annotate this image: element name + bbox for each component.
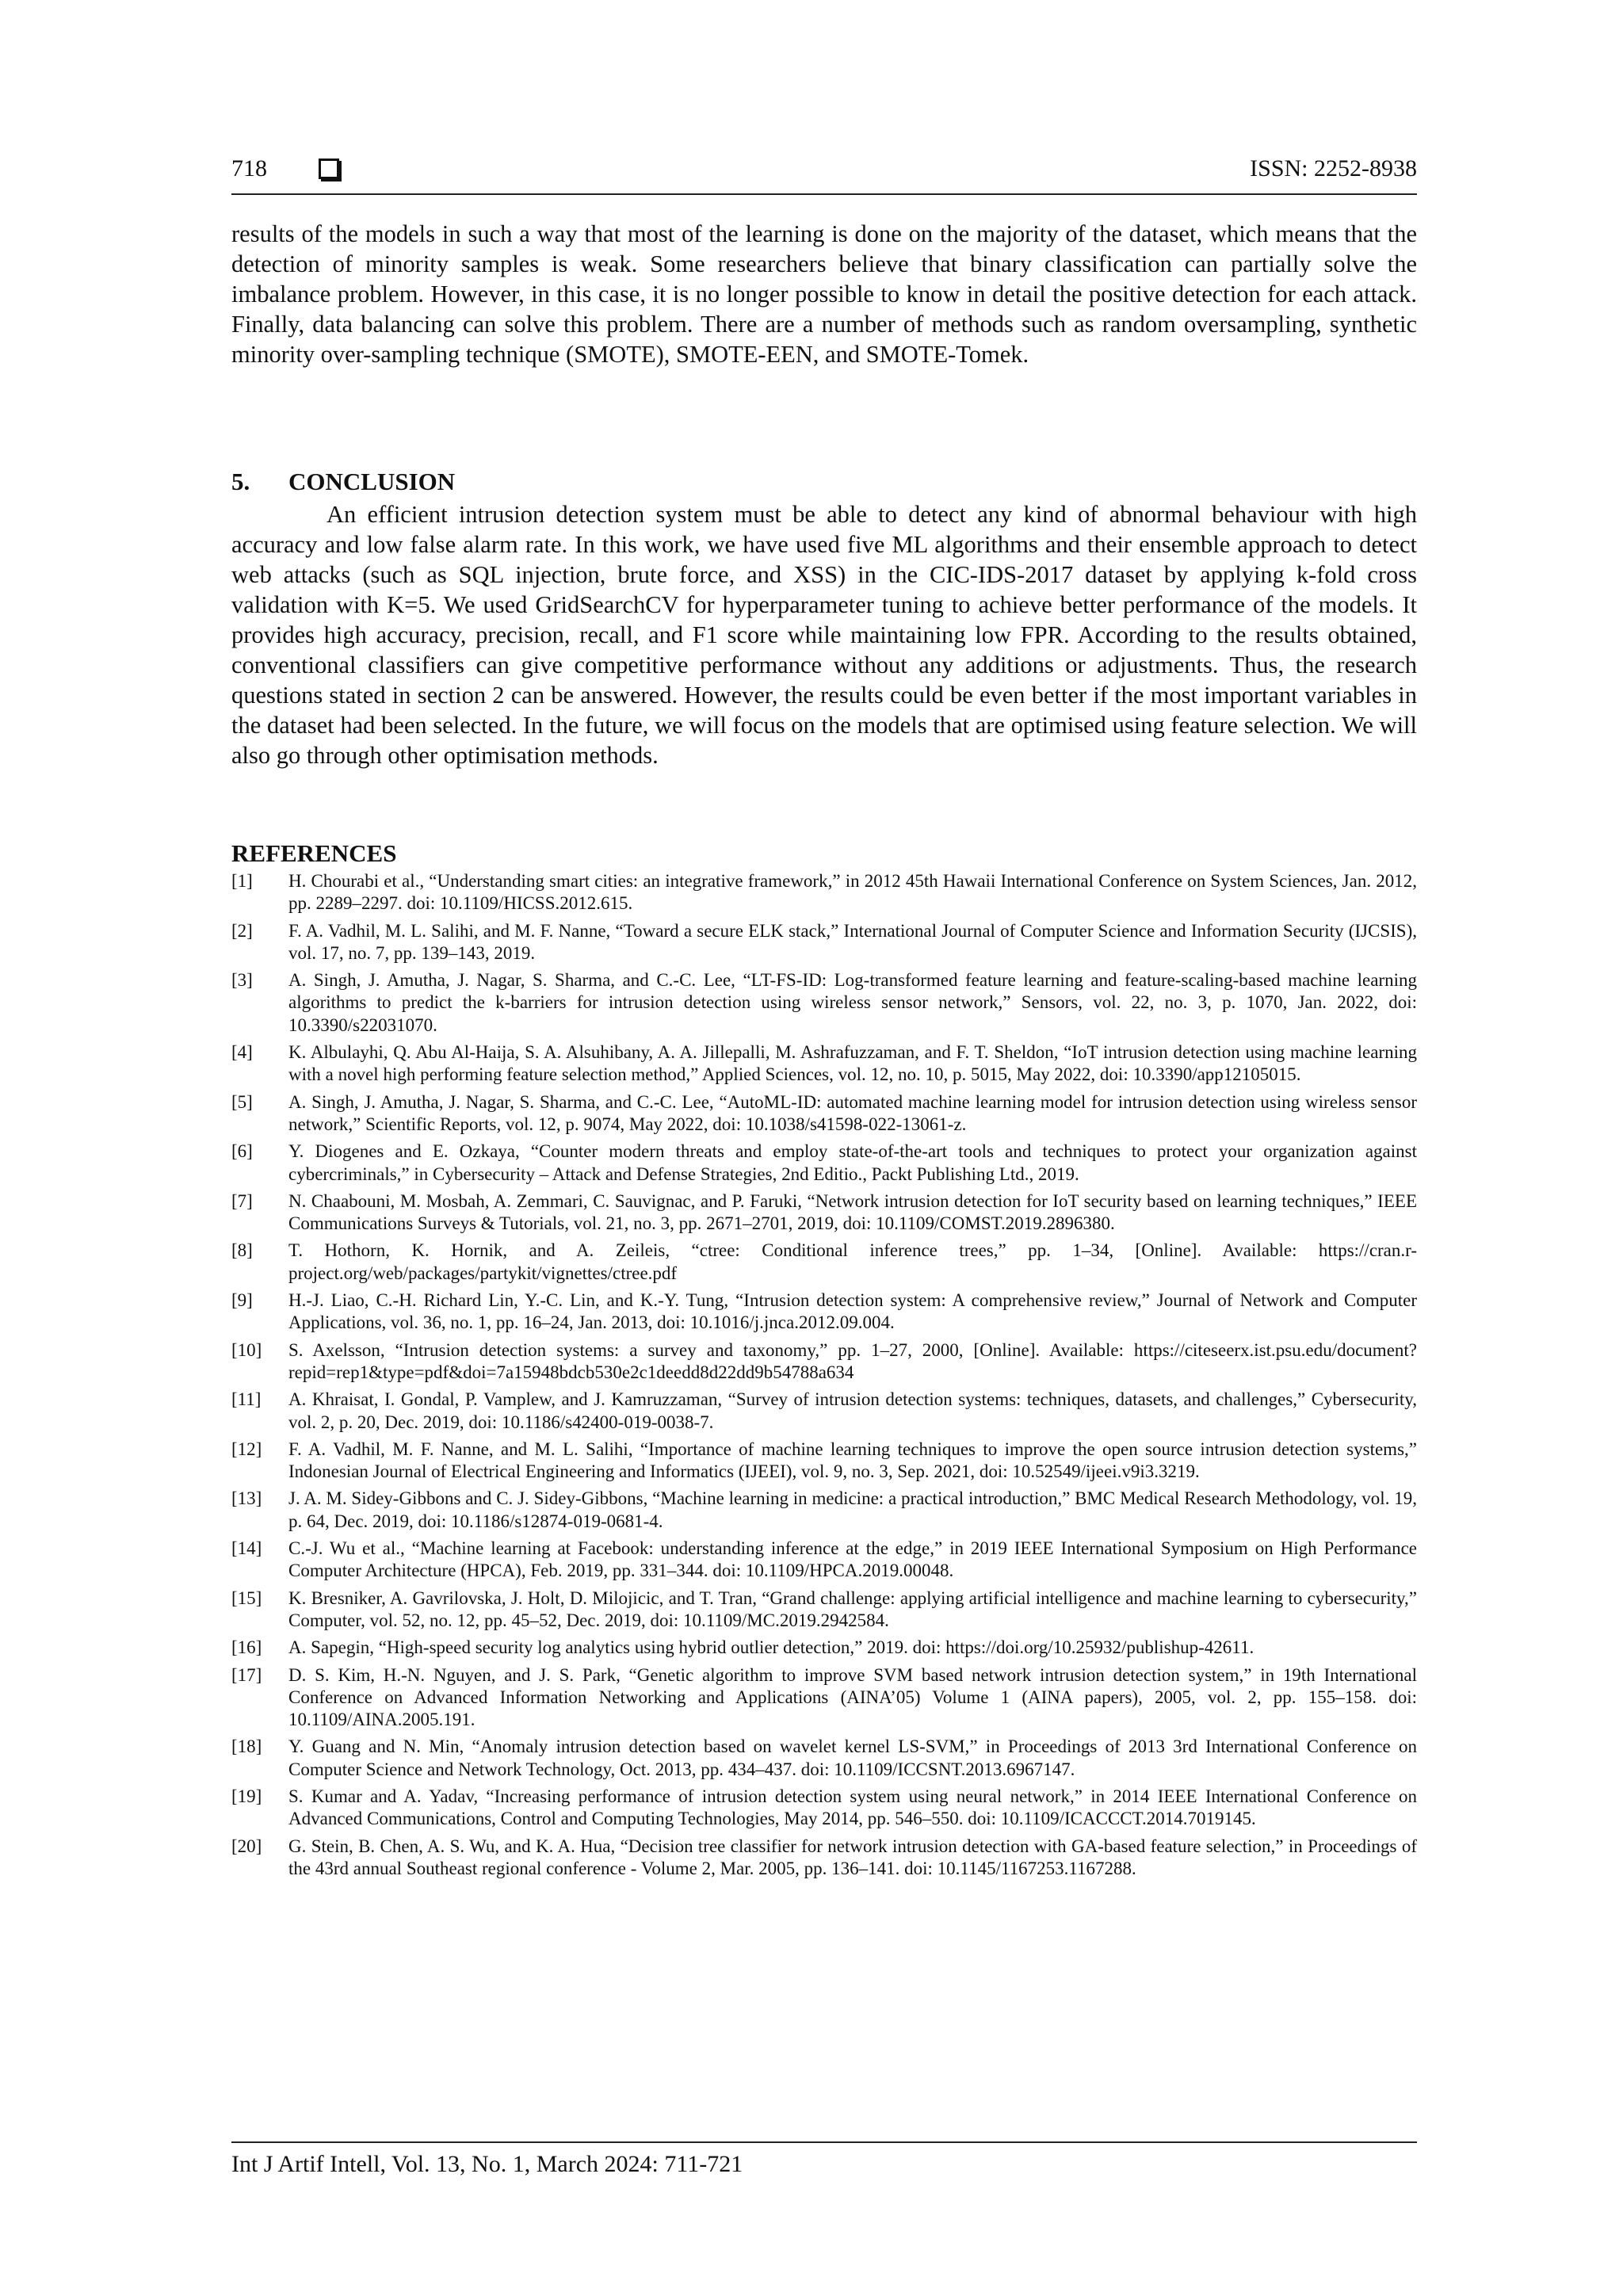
- reference-item: [231, 1488, 1417, 1533]
- reference-text: S. Kumar and A. Yadav, “Increasing performance of intrusion detection system using neural network,” in 2014 IEEE International Conference on Advanced Communications, Control and Computing Technologies, May 2014, pp. 546–550. doi: 10.1109/ICACCCT.2014.7019145.: [288, 1786, 1417, 1829]
- reference-number: [15]: [231, 1587, 262, 1608]
- reference-number: [12]: [231, 1438, 262, 1459]
- reference-item: [231, 1538, 1417, 1583]
- reference-item: [231, 1091, 1417, 1137]
- reference-number: [5]: [231, 1091, 253, 1112]
- reference-text: F. A. Vadhil, M. F. Nanne, and M. L. Salihi, “Importance of machine learning techniques to improve the open source intrusion detection systems,” Indonesian Journal of Electrical Engineering and Informatics (IJEEI), vol. 9, no. 3, Sep. 2021, doi: 10.52549/ijeei.v9i3.3219.: [288, 1438, 1417, 1482]
- issn-label: ISSN: 2252-8938: [1250, 155, 1417, 181]
- reference-text: A. Khraisat, I. Gondal, P. Vamplew, and J. Kamruzzaman, “Survey of intrusion detection systems: techniques, datasets, and challenges,” Cybersecurity, vol. 2, p. 20, Dec. 2019, doi: 10.1186/s42400-019-0038-7.: [288, 1389, 1417, 1432]
- reference-number: [3]: [231, 970, 253, 991]
- reference-number: [1]: [231, 871, 253, 891]
- reference-text: A. Sapegin, “High-speed security log analytics using hybrid outlier detection,” 2019. doi: https://doi.org/10.25932/publishup-42611.: [288, 1637, 1254, 1658]
- reference-item: [231, 1836, 1417, 1881]
- reference-number: [4]: [231, 1042, 253, 1063]
- reference-number: [7]: [231, 1190, 253, 1211]
- conclusion-paragraph: An efficient intrusion detection system must be able to detect any kind of abnormal behaviour with high accuracy and low false alarm rate. In this work, we have used five ML algorithms and their ensemble approach to detect web attacks (such as SQL injection, brute force, and XSS) in the CIC-IDS-2017 dataset by applying k-fold cross validation with K=5. We used GridSearchCV for hyperparameter tuning to achieve better performance of the models. It provides high accuracy, precision, recall, and F1 score while maintaining low FPR. According to the results obtained, conventional classifiers can give competitive performance without any additions or adjustments. Thus, the research questions stated in section 2 can be answered. However, the results could be even better if the most important variables in the dataset had been selected. In the future, we will focus on the models that are optimised using feature selection. We will also go through other optimisation methods.: [231, 501, 1417, 769]
- reference-text: K. Albulayhi, Q. Abu Al-Haija, S. A. Alsuhibany, A. A. Jillepalli, M. Ashrafuzzaman, and F. T. Sheldon, “IoT intrusion detection using machine learning with a novel high performing feature selection method,” Applied Sciences, vol. 12, no. 10, p. 5015, May 2022, doi: 10.3390/app12105015.: [288, 1042, 1417, 1085]
- reference-text: Y. Diogenes and E. Ozkaya, “Counter modern threats and employ state-of-the-art tools and techniques to protect your organization against cybercriminals,” in Cybersecurity – Attack and Defense Strategies, 2nd Editio., Packt Publishing Ltd., 2019.: [288, 1141, 1417, 1184]
- reference-text: F. A. Vadhil, M. L. Salihi, and M. F. Nanne, “Toward a secure ELK stack,” International Journal of Computer Science and Information Security (IJCSIS), vol. 17, no. 7, pp. 139–143, 2019.: [288, 920, 1417, 963]
- reference-number: [6]: [231, 1141, 253, 1162]
- reference-text: J. A. M. Sidey-Gibbons and C. J. Sidey-Gibbons, “Machine learning in medicine: a practical introduction,” BMC Medical Research Methodology, vol. 19, p. 64, Dec. 2019, doi: 10.1186/s12874-019-0681-4.: [288, 1488, 1417, 1531]
- reference-text: N. Chaabouni, M. Mosbah, A. Zemmari, C. Sauvignac, and P. Faruki, “Network intrusion detection for IoT security based on learning techniques,” IEEE Communications Surveys & Tutorials, vol. 21, no. 3, pp. 2671–2701, 2019, doi: 10.1109/COMST.2019.2896380.: [288, 1190, 1417, 1234]
- reference-item: [231, 1140, 1417, 1186]
- reference-number: [11]: [231, 1389, 262, 1410]
- reference-item: [231, 1240, 1417, 1285]
- reference-item: [231, 1438, 1417, 1484]
- page-header: [231, 155, 1417, 195]
- intro-paragraph: results of the models in such a way that most of the learning is done on the majority of the dataset, which means that the detection of minority samples is weak. Some researchers believe that binary classification can partially solve the imbalance problem. However, in this case, it is no longer possible to know in detail the positive detection for each attack. Finally, data balancing can solve this problem. There are a number of methods such as random oversampling, synthetic minority over-sampling technique (SMOTE), SMOTE-EEN, and SMOTE-Tomek.: [231, 220, 1417, 368]
- page-footer: [231, 2141, 1417, 2178]
- reference-text: A. Singh, J. Amutha, J. Nagar, S. Sharma, and C.-C. Lee, “LT-FS-ID: Log-transformed feature learning and feature-scaling-based machine learning algorithms to predict the k-barriers for intrusion detection using wireless sensor network,” Sensors, vol. 22, no. 3, p. 1070, Jan. 2022, doi: 10.3390/s22031070.: [288, 970, 1417, 1035]
- reference-number: [14]: [231, 1538, 262, 1559]
- page-number: 718: [231, 155, 267, 181]
- reference-number: [9]: [231, 1290, 253, 1311]
- reference-text: Y. Guang and N. Min, “Anomaly intrusion detection based on wavelet kernel LS-SVM,” in Proceedings of 2013 3rd International Conference on Computer Science and Network Technology, Oct. 2013, pp. 434–437. doi: 10.1109/ICCSNT.2013.6967147.: [288, 1736, 1417, 1779]
- conclusion-heading: [231, 468, 455, 496]
- reference-item: [231, 969, 1417, 1037]
- reference-text: D. S. Kim, H.-N. Nguyen, and J. S. Park, “Genetic algorithm to improve SVM based network intrusion detection system,” in 19th International Conference on Advanced Information Networking and Applications (AINA’05) Volume 1 (AINA papers), 2005, vol. 2, pp. 155–158. doi: 10.1109/AINA.2005.191.: [288, 1664, 1417, 1730]
- section-number: 5.: [231, 468, 250, 495]
- journal-citation: Int J Artif Intell, Vol. 13, No. 1, March 2024: 711-721: [231, 2151, 743, 2177]
- reference-text: H.-J. Liao, C.-H. Richard Lin, Y.-C. Lin, and K.-Y. Tung, “Intrusion detection system: A comprehensive review,” Journal of Network and Computer Applications, vol. 36, no. 1, pp. 16–24, Jan. 2013, doi: 10.1016/j.jnca.2012.09.004.: [288, 1290, 1417, 1333]
- reference-number: [8]: [231, 1240, 253, 1261]
- reference-number: [19]: [231, 1786, 262, 1806]
- reference-item: [231, 1637, 1417, 1659]
- reference-text: K. Bresniker, A. Gavrilovska, J. Holt, D. Milojicic, and T. Tran, “Grand challenge: applying artificial intelligence and machine learning to cybersecurity,” Computer, vol. 52, no. 12, pp. 45–52, Dec. 2019, doi: 10.1109/MC.2019.2942584.: [288, 1587, 1417, 1630]
- reference-list: [231, 870, 1417, 1885]
- reference-item: [231, 1289, 1417, 1335]
- references-heading: REFERENCES: [231, 839, 397, 867]
- reference-item: [231, 1786, 1417, 1831]
- reference-item: [231, 1389, 1417, 1434]
- reference-number: [20]: [231, 1836, 262, 1856]
- reference-item: [231, 870, 1417, 915]
- reference-text: A. Singh, J. Amutha, J. Nagar, S. Sharma, and C.-C. Lee, “AutoML-ID: automated machine learning model for intrusion detection using wireless sensor network,” Scientific Reports, vol. 12, p. 9074, May 2022, doi: 10.1038/s41598-022-13061-z.: [288, 1091, 1417, 1134]
- reference-number: [18]: [231, 1736, 262, 1757]
- reference-number: [2]: [231, 920, 253, 941]
- reference-number: [17]: [231, 1664, 262, 1685]
- square-bullet-icon: [319, 159, 339, 179]
- reference-number: [13]: [231, 1488, 262, 1509]
- reference-item: [231, 1041, 1417, 1087]
- reference-item: [231, 1190, 1417, 1236]
- reference-text: T. Hothorn, K. Hornik, and A. Zeileis, “ctree: Conditional inference trees,” pp. 1–34, [Online]. Available: https://cran.r-project.org/web/packages/partykit/vignettes/ctree.pdf: [288, 1240, 1417, 1283]
- reference-text: S. Axelsson, “Intrusion detection systems: a survey and taxonomy,” pp. 1–27, 2000, [Online]. Available: https://citeseerx.ist.psu.edu/document?repid=rep1&type=pdf&doi=7a15948bdcb530e2c1deedd8d22dd9b54788a634: [288, 1339, 1417, 1382]
- reference-number: [16]: [231, 1637, 262, 1658]
- reference-number: [10]: [231, 1339, 262, 1360]
- section-title: CONCLUSION: [288, 468, 456, 495]
- reference-item: [231, 1664, 1417, 1732]
- reference-item: [231, 920, 1417, 965]
- reference-text: C.-J. Wu et al., “Machine learning at Facebook: understanding inference at the edge,” in 2019 IEEE International Symposium on High Performance Computer Architecture (HPCA), Feb. 2019, pp. 331–344. doi: 10.1109/HPCA.2019.00048.: [288, 1538, 1417, 1581]
- reference-text: G. Stein, B. Chen, A. S. Wu, and K. A. Hua, “Decision tree classifier for network intrusion detection with GA-based feature selection,” in Proceedings of the 43rd annual Southeast regional conference - Volume 2, Mar. 2005, pp. 136–141. doi: 10.1145/1167253.1167288.: [288, 1836, 1417, 1878]
- reference-item: [231, 1736, 1417, 1781]
- reference-item: [231, 1339, 1417, 1385]
- reference-text: H. Chourabi et al., “Understanding smart cities: an integrative framework,” in 2012 45th Hawaii International Conference on System Sciences, Jan. 2012, pp. 2289–2297. doi: 10.1109/HICSS.2012.615.: [288, 871, 1417, 914]
- reference-item: [231, 1587, 1417, 1633]
